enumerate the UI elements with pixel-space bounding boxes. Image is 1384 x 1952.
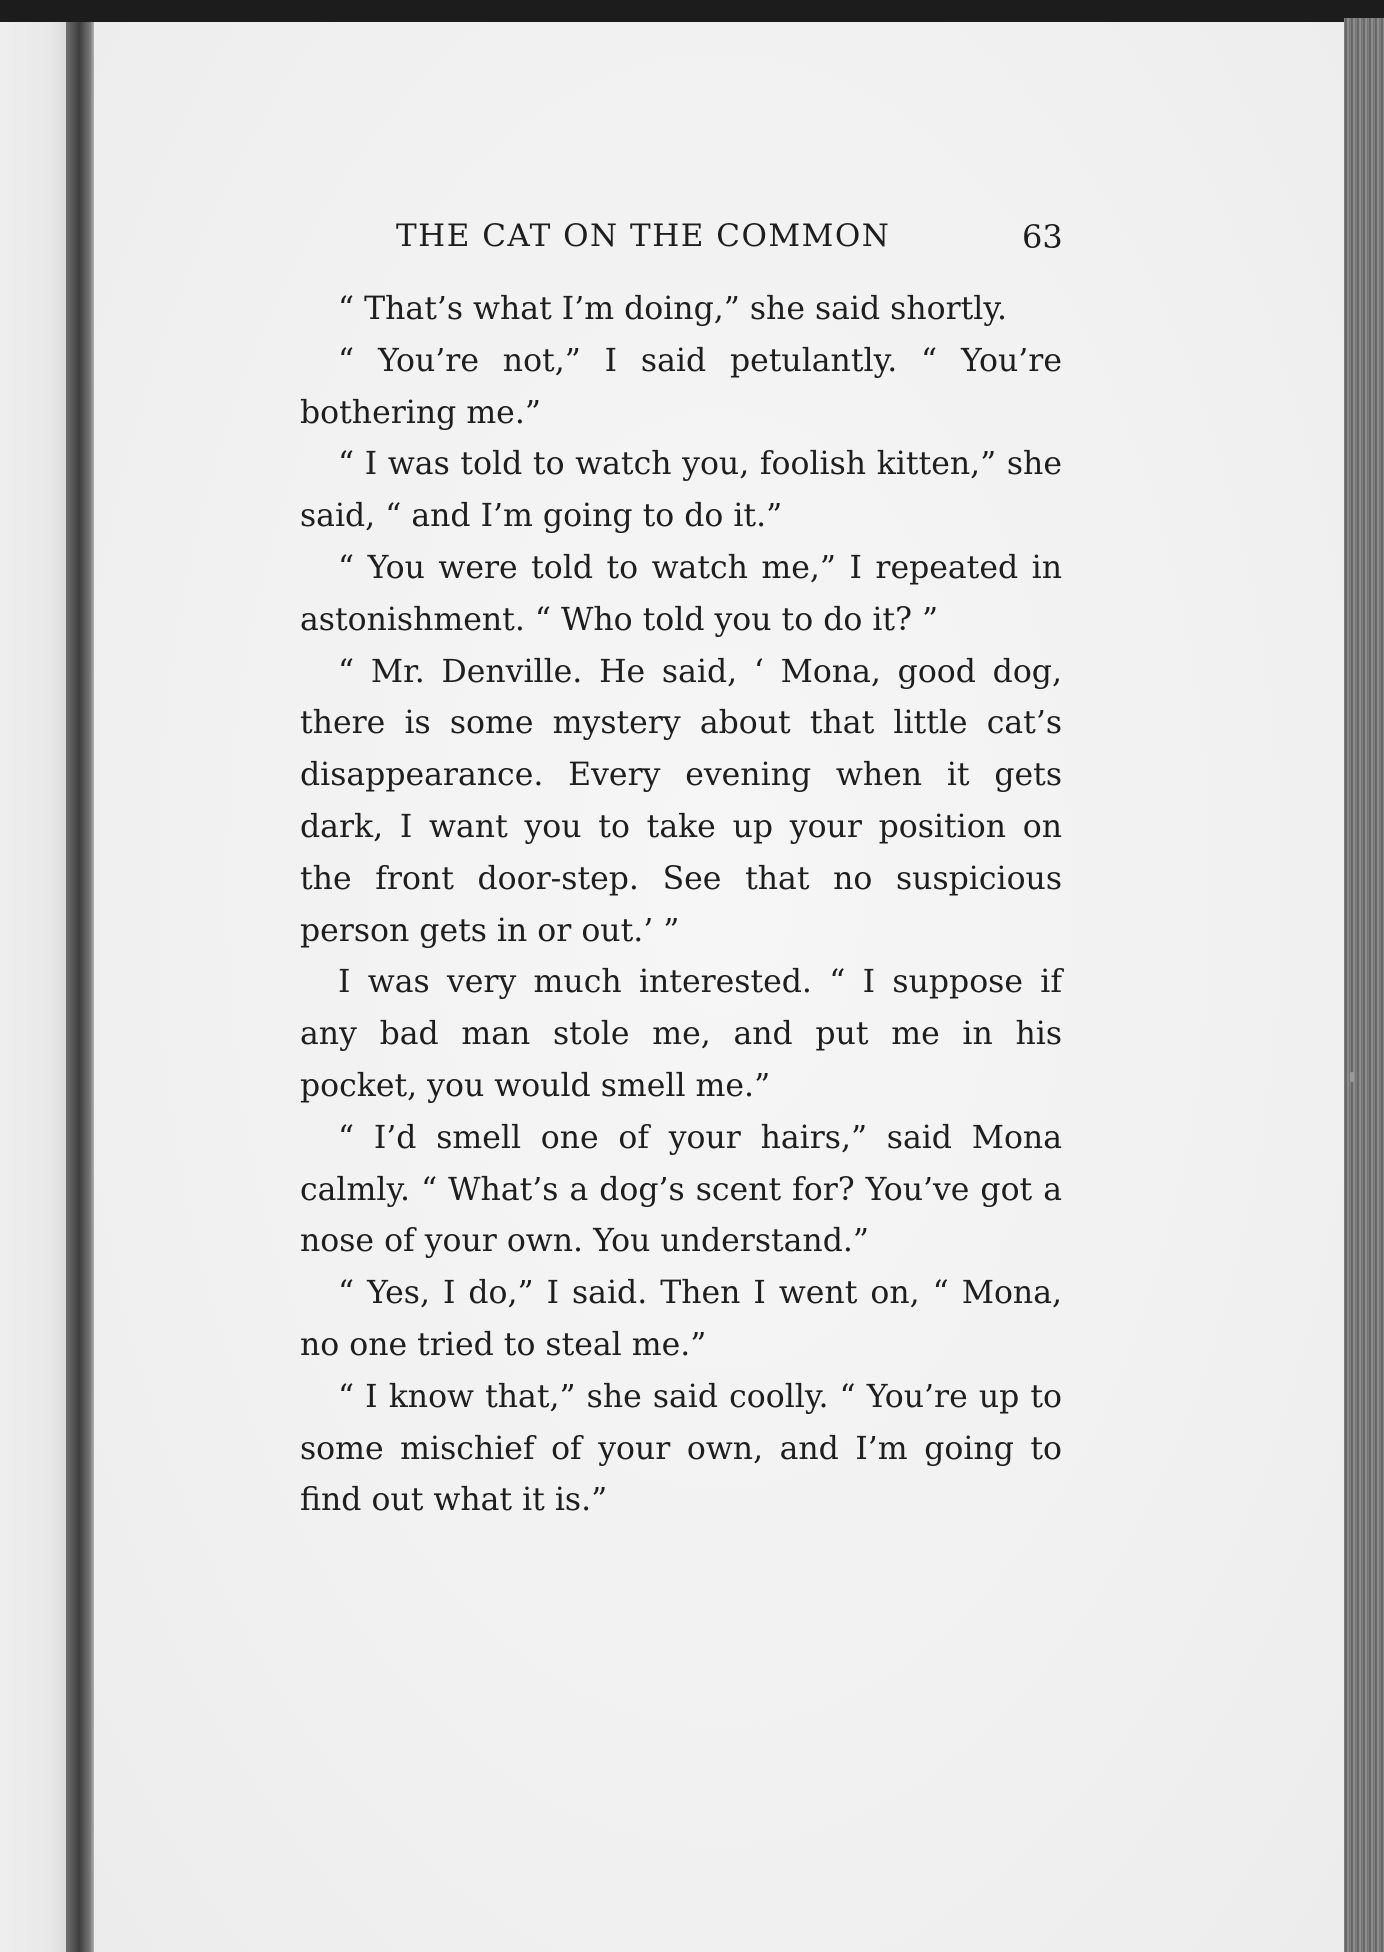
running-head: THE CAT ON THE COMMON	[396, 218, 891, 254]
book-fore-edge	[1344, 18, 1384, 1952]
paragraph: “ You were told to watch me,” I repeated in astonishment. “ Who told you to do it? ”	[300, 549, 1062, 638]
paper-speck	[1350, 1072, 1354, 1082]
book-gutter	[66, 22, 96, 1952]
paragraph: I was very much interested. “ I suppose if any bad man stole me, and put me in his pocket, you would smell me.”	[300, 964, 1062, 1104]
paragraph: “ Yes, I do,” I said. Then I went on, “ Mona, no one tried to steal me.”	[300, 1275, 1062, 1363]
page-header	[94, 218, 1344, 266]
paragraph: “ You’re not,” I said petulantly. “ You’re bothering me.”	[300, 342, 1062, 431]
body-text	[300, 284, 1062, 1527]
page-number: 63	[1022, 218, 1063, 256]
paragraph: “ Mr. Denville. He said, ‘ Mona, good dog, there is some mystery about that little cat’s disappearance. Every evening when it gets dark, I want you to take up your position on the front door-step. See that no suspicious person gets in or out.’ ”	[300, 653, 1062, 949]
previous-page-edge	[0, 22, 70, 1952]
paragraph: “ I was told to watch you, foolish kitten,” she said, “ and I’m going to do it.”	[300, 446, 1062, 535]
paragraph: “ That’s what I’m doing,” she said shortly.	[338, 291, 1008, 327]
paragraph: “ I’d smell one of your hairs,” said Mona calmly. “ What’s a dog’s scent for? You’ve got a nose of your own. You understand.”	[300, 1119, 1062, 1260]
book-page	[94, 22, 1344, 1952]
paragraph: “ I know that,” she said coolly. “ You’re up to some mischief of your own, and I’m going to find out what it is.”	[300, 1378, 1062, 1519]
